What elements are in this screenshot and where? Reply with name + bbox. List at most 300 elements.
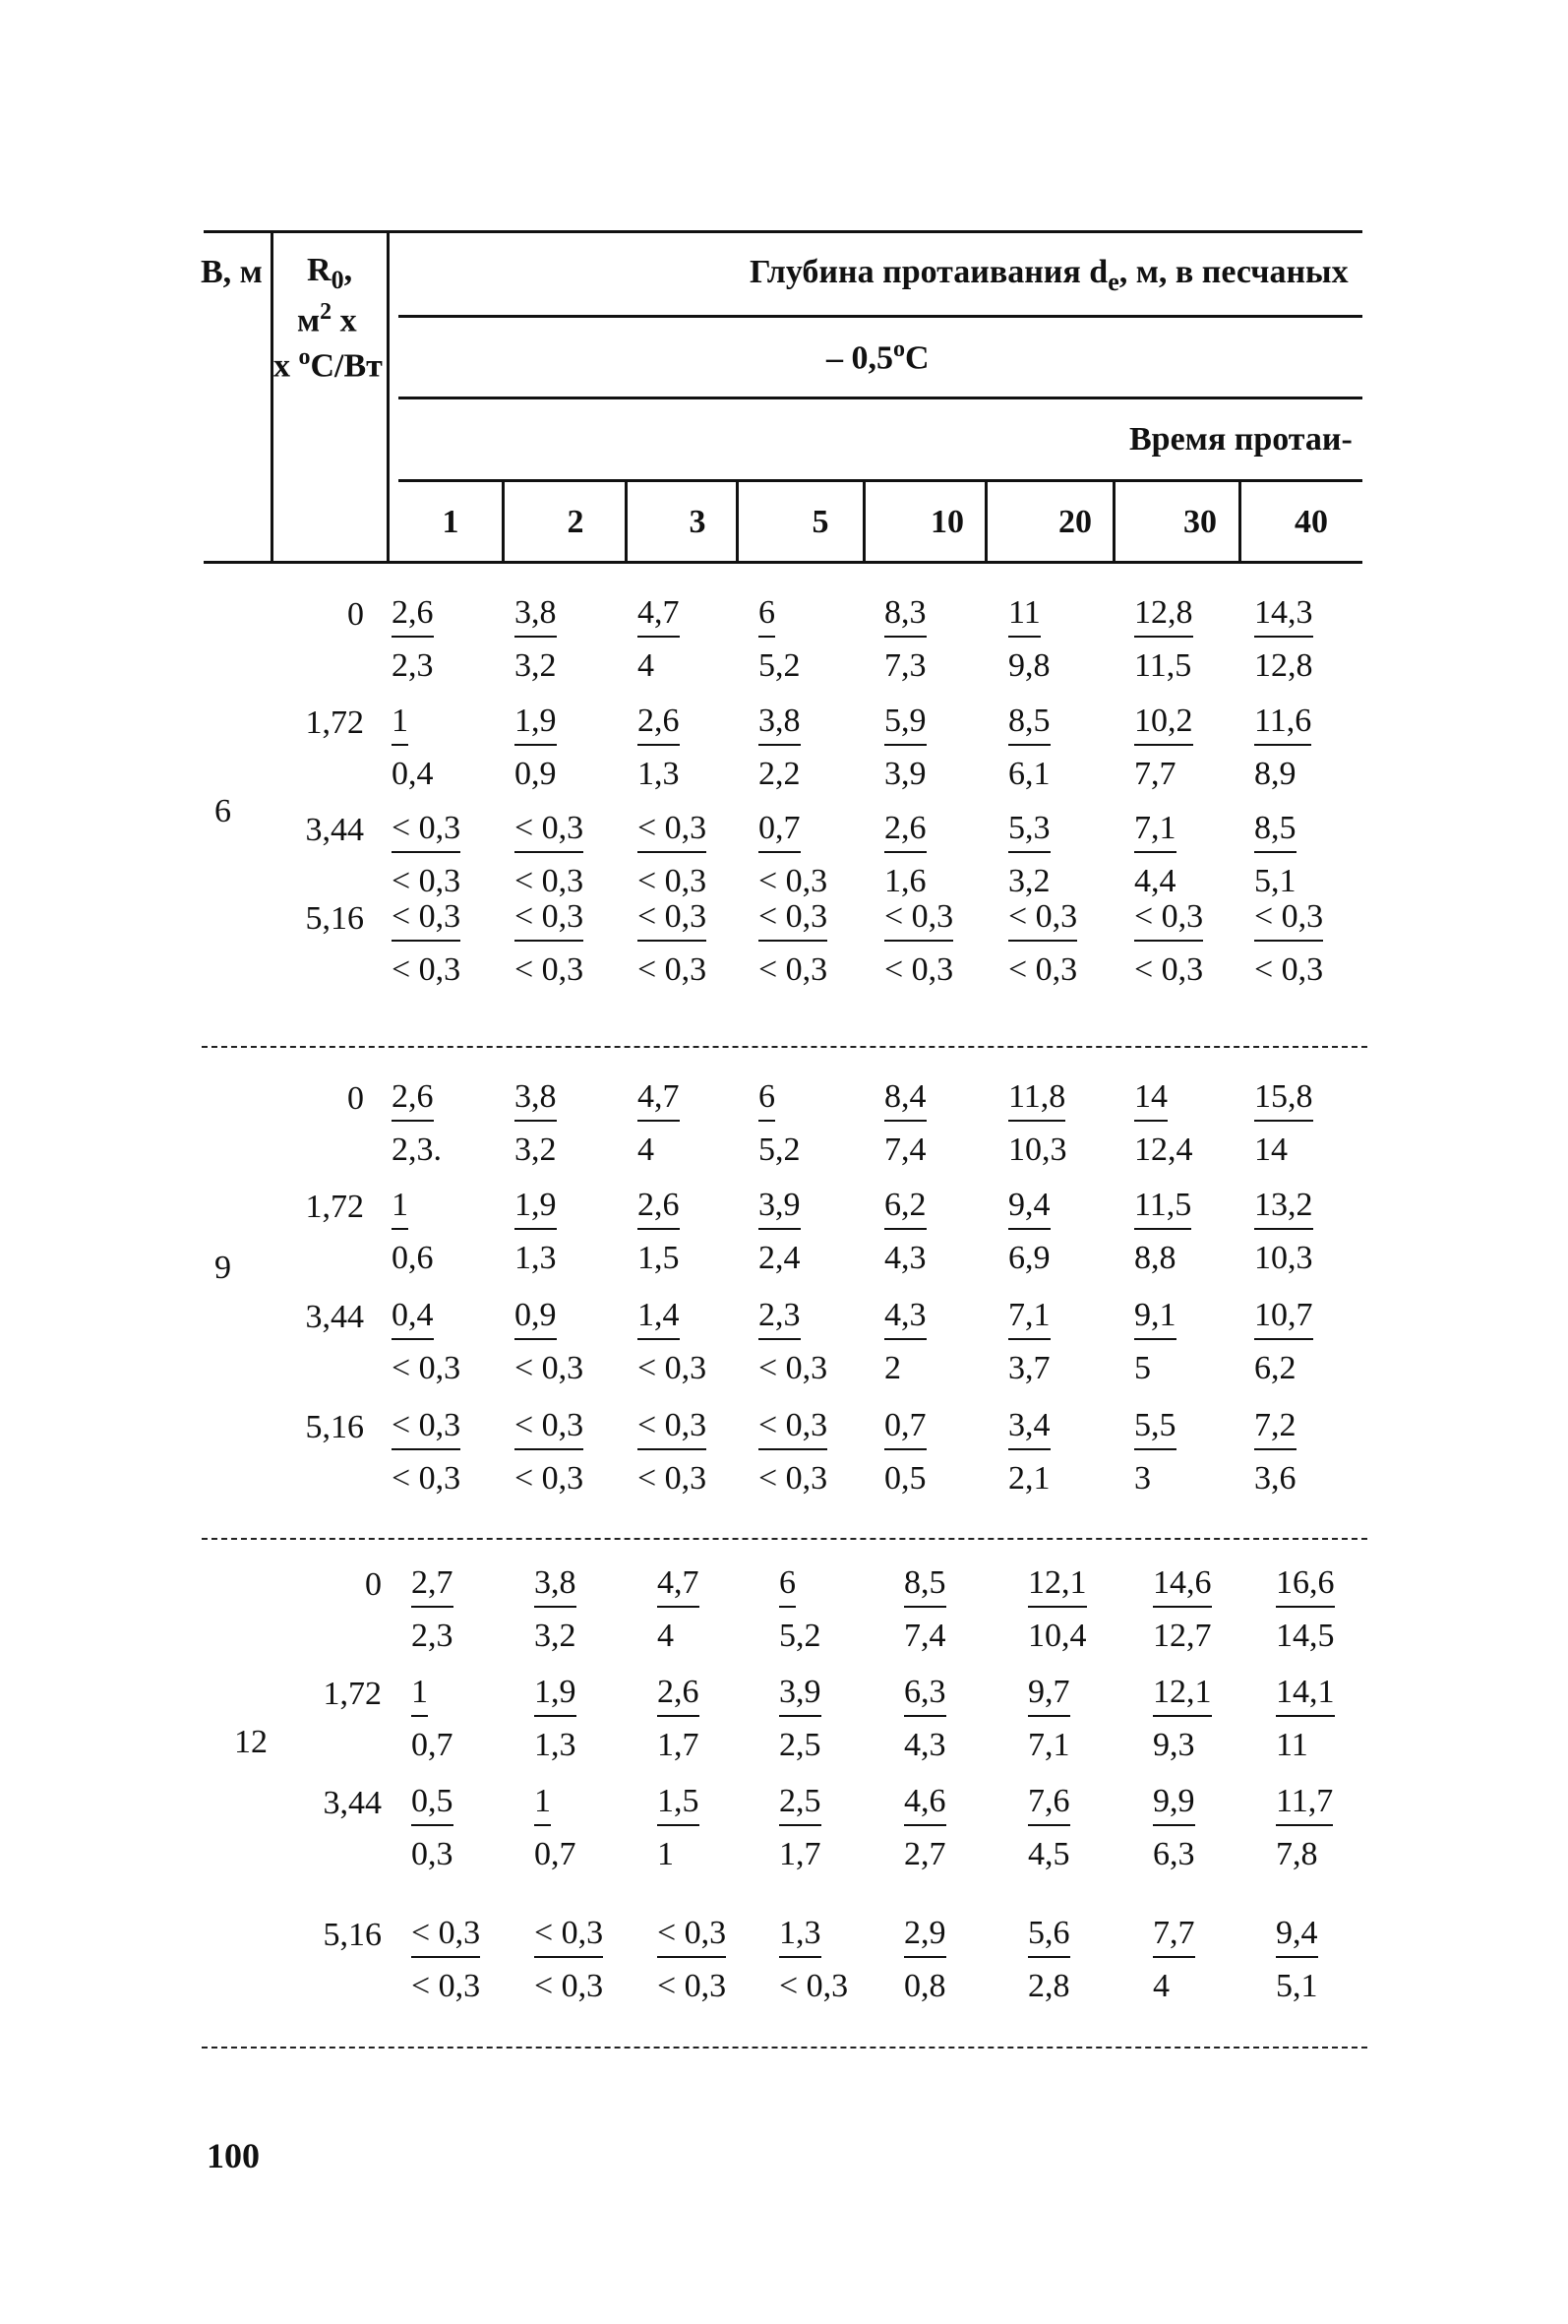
fraction-numerator: 6 bbox=[779, 1566, 796, 1608]
fraction-denominator: < 0,3 bbox=[657, 1968, 727, 2004]
fraction-cell bbox=[637, 812, 706, 898]
fraction-denominator: 4,5 bbox=[1028, 1836, 1070, 1872]
fraction-denominator: 9,8 bbox=[1008, 647, 1051, 684]
header-rule-hours bbox=[398, 479, 1362, 482]
fraction-denominator: < 0,3 bbox=[411, 1968, 481, 2004]
fraction-numerator: 3,4 bbox=[1008, 1409, 1051, 1450]
header-top-rule bbox=[204, 230, 1362, 233]
fraction-cell bbox=[1276, 1566, 1335, 1653]
resistance-value: 1,72 bbox=[305, 704, 364, 741]
fraction-denominator: 10,4 bbox=[1028, 1618, 1087, 1654]
fraction-denominator: 0,7 bbox=[411, 1727, 453, 1763]
fraction-numerator: 7,1 bbox=[1134, 812, 1176, 853]
fraction-cell bbox=[1028, 1566, 1087, 1653]
fraction-denominator: 8,9 bbox=[1254, 756, 1297, 792]
fraction-cell bbox=[514, 1409, 583, 1496]
fraction-denominator: 7,1 bbox=[1028, 1727, 1070, 1763]
fraction-denominator: 6,2 bbox=[1254, 1350, 1297, 1386]
fraction-numerator: 2,3 bbox=[758, 1299, 801, 1340]
fraction-numerator: 3,9 bbox=[779, 1676, 821, 1717]
fraction-cell bbox=[637, 900, 706, 987]
fraction-numerator: 2,6 bbox=[392, 596, 434, 638]
fraction-cell bbox=[1254, 1409, 1297, 1496]
column-header-r-line3: х $^о$С/Вт bbox=[273, 344, 383, 385]
fraction-cell bbox=[884, 900, 953, 987]
fraction-denominator: 11,5 bbox=[1134, 647, 1192, 684]
fraction-cell bbox=[758, 1189, 801, 1275]
fraction-numerator: 14,1 bbox=[1276, 1676, 1335, 1717]
fraction-numerator: < 0,3 bbox=[392, 1409, 460, 1450]
fraction-numerator: < 0,3 bbox=[637, 900, 706, 942]
fraction-cell bbox=[904, 1917, 946, 2003]
fraction-cell bbox=[1134, 704, 1193, 791]
fraction-denominator: 4 bbox=[657, 1618, 674, 1654]
fraction-cell bbox=[392, 1299, 460, 1385]
fraction-numerator: 2,9 bbox=[904, 1917, 946, 1958]
time-col-2: 2 bbox=[567, 504, 584, 540]
fraction-cell bbox=[1028, 1676, 1070, 1762]
fraction-cell bbox=[657, 1676, 699, 1762]
page-number: 100 bbox=[207, 2136, 260, 2175]
fraction-denominator: 1,6 bbox=[884, 863, 927, 899]
fraction-numerator: < 0,3 bbox=[758, 1409, 827, 1450]
fraction-cell bbox=[637, 1409, 706, 1496]
group-separator bbox=[202, 1538, 1367, 1540]
fraction-numerator: 9,9 bbox=[1153, 1785, 1195, 1826]
fraction-denominator: 0,5 bbox=[884, 1460, 927, 1497]
fraction-denominator: 14,5 bbox=[1276, 1618, 1335, 1654]
fraction-numerator: 8,5 bbox=[1008, 704, 1051, 746]
header-rule-time bbox=[398, 397, 1362, 399]
fraction-numerator: 2,6 bbox=[637, 704, 680, 746]
fraction-cell bbox=[411, 1566, 453, 1653]
fraction-numerator: 1,5 bbox=[657, 1785, 699, 1826]
fraction-numerator: < 0,3 bbox=[411, 1917, 480, 1958]
fraction-numerator: 8,5 bbox=[1254, 812, 1297, 853]
fraction-cell bbox=[657, 1917, 726, 2003]
fraction-numerator: 9,7 bbox=[1028, 1676, 1070, 1717]
fraction-cell bbox=[514, 1189, 557, 1275]
fraction-numerator: 4,7 bbox=[657, 1566, 699, 1608]
fraction-denominator: 1,3 bbox=[514, 1240, 557, 1276]
fraction-numerator: 2,6 bbox=[884, 812, 927, 853]
fraction-numerator: 4,3 bbox=[884, 1299, 927, 1340]
fraction-cell bbox=[904, 1676, 946, 1762]
fraction-numerator: < 0,3 bbox=[637, 812, 706, 853]
fraction-numerator: 7,6 bbox=[1028, 1785, 1070, 1826]
fraction-cell bbox=[657, 1785, 699, 1871]
fraction-numerator: 2,6 bbox=[392, 1080, 434, 1122]
resistance-value: 1,72 bbox=[323, 1676, 382, 1712]
fraction-numerator: 16,6 bbox=[1276, 1566, 1335, 1608]
fraction-denominator: < 0,3 bbox=[758, 1350, 828, 1386]
fraction-numerator: 5,5 bbox=[1134, 1409, 1176, 1450]
fraction-cell bbox=[758, 900, 827, 987]
fraction-numerator: 12,1 bbox=[1028, 1566, 1087, 1608]
resistance-value: 0 bbox=[347, 1080, 364, 1117]
fraction-cell bbox=[758, 1409, 827, 1496]
fraction-numerator: 2,7 bbox=[411, 1566, 453, 1608]
fraction-cell bbox=[1134, 1189, 1191, 1275]
fraction-denominator: 3,9 bbox=[884, 756, 927, 792]
fraction-numerator: 9,4 bbox=[1276, 1917, 1318, 1958]
fraction-numerator: 6,3 bbox=[904, 1676, 946, 1717]
fraction-denominator: < 0,3 bbox=[637, 1350, 707, 1386]
fraction-denominator: 4 bbox=[1153, 1968, 1170, 2004]
fraction-denominator: 8,8 bbox=[1134, 1240, 1176, 1276]
fraction-denominator: 2,7 bbox=[904, 1836, 946, 1872]
header-vrule-b bbox=[271, 230, 273, 561]
fraction-cell bbox=[884, 1080, 927, 1167]
fraction-cell bbox=[1008, 1189, 1051, 1275]
fraction-numerator: 12,1 bbox=[1153, 1676, 1212, 1717]
time-label: Время протаи- bbox=[1129, 421, 1353, 458]
group-separator bbox=[202, 2047, 1367, 2049]
fraction-numerator: < 0,3 bbox=[392, 900, 460, 942]
resistance-value: 3,44 bbox=[305, 812, 364, 848]
fraction-numerator: 11,6 bbox=[1254, 704, 1311, 746]
fraction-cell bbox=[779, 1566, 821, 1653]
fraction-denominator: 2,3 bbox=[411, 1618, 453, 1654]
fraction-denominator: 7,8 bbox=[1276, 1836, 1318, 1872]
fraction-numerator: 10,2 bbox=[1134, 704, 1193, 746]
fraction-numerator: 2,6 bbox=[637, 1189, 680, 1230]
fraction-cell bbox=[758, 812, 827, 898]
fraction-cell bbox=[779, 1785, 821, 1871]
fraction-denominator: 4,4 bbox=[1134, 863, 1176, 899]
fraction-denominator: 5,2 bbox=[758, 1131, 801, 1168]
fraction-numerator: 4,7 bbox=[637, 596, 680, 638]
fraction-denominator: < 0,3 bbox=[758, 863, 828, 899]
fraction-denominator: < 0,3 bbox=[392, 1460, 461, 1497]
fraction-cell bbox=[637, 1080, 680, 1167]
fraction-denominator: 9,3 bbox=[1153, 1727, 1195, 1763]
fraction-numerator: 5,6 bbox=[1028, 1917, 1070, 1958]
time-col-20: 20 bbox=[1058, 504, 1092, 540]
fraction-numerator: 8,4 bbox=[884, 1080, 927, 1122]
fraction-cell bbox=[637, 1189, 680, 1275]
fraction-numerator: 4,7 bbox=[637, 1080, 680, 1122]
fraction-denominator: 4,3 bbox=[904, 1727, 946, 1763]
fraction-numerator: 6,2 bbox=[884, 1189, 927, 1230]
fraction-numerator: 3,8 bbox=[758, 704, 801, 746]
fraction-denominator: 7,4 bbox=[904, 1618, 946, 1654]
fraction-denominator: 3,6 bbox=[1254, 1460, 1297, 1497]
fraction-denominator: 0,7 bbox=[534, 1836, 576, 1872]
fraction-denominator: 2,1 bbox=[1008, 1460, 1051, 1497]
fraction-denominator: < 0,3 bbox=[758, 951, 828, 988]
fraction-denominator: 6,9 bbox=[1008, 1240, 1051, 1276]
fraction-denominator: 3,2 bbox=[534, 1618, 576, 1654]
fraction-denominator: 2,3 bbox=[392, 647, 434, 684]
fraction-numerator: < 0,3 bbox=[884, 900, 953, 942]
fraction-denominator: 11 bbox=[1276, 1727, 1308, 1763]
fraction-denominator: < 0,3 bbox=[637, 951, 707, 988]
fraction-numerator: 1,3 bbox=[779, 1917, 821, 1958]
fraction-cell bbox=[884, 1299, 927, 1385]
fraction-cell bbox=[514, 704, 557, 791]
fraction-cell bbox=[411, 1676, 453, 1762]
fraction-denominator: < 0,3 bbox=[514, 951, 584, 988]
fraction-denominator: 6,1 bbox=[1008, 756, 1051, 792]
fraction-numerator: < 0,3 bbox=[392, 812, 460, 853]
fraction-numerator: 4,6 bbox=[904, 1785, 946, 1826]
fraction-cell bbox=[534, 1676, 576, 1762]
fraction-numerator: 8,5 bbox=[904, 1566, 946, 1608]
fraction-cell bbox=[392, 1080, 442, 1167]
fraction-denominator: < 0,3 bbox=[392, 1350, 461, 1386]
fraction-numerator: 5,3 bbox=[1008, 812, 1051, 853]
fraction-cell bbox=[1153, 1676, 1212, 1762]
fraction-numerator: 1 bbox=[534, 1785, 551, 1826]
fraction-numerator: 5,9 bbox=[884, 704, 927, 746]
fraction-numerator: 2,6 bbox=[657, 1676, 699, 1717]
fraction-numerator: < 0,3 bbox=[657, 1917, 726, 1958]
fraction-numerator: 9,4 bbox=[1008, 1189, 1051, 1230]
fraction-cell bbox=[534, 1566, 576, 1653]
fraction-denominator: < 0,3 bbox=[779, 1968, 849, 2004]
fraction-cell bbox=[534, 1917, 603, 2003]
fraction-denominator: 7,3 bbox=[884, 647, 927, 684]
fraction-denominator: 1,3 bbox=[534, 1727, 576, 1763]
column-header-r-line1: $R_0$, bbox=[307, 252, 353, 294]
fraction-cell bbox=[1134, 1299, 1176, 1385]
fraction-cell bbox=[637, 704, 680, 791]
fraction-denominator: 3,7 bbox=[1008, 1350, 1051, 1386]
time-col-1: 1 bbox=[442, 504, 459, 540]
fraction-cell bbox=[1276, 1785, 1333, 1871]
resistance-value: 3,44 bbox=[305, 1299, 364, 1335]
fraction-cell bbox=[411, 1785, 453, 1871]
fraction-cell bbox=[779, 1917, 848, 2003]
fraction-denominator: 7,4 bbox=[884, 1131, 927, 1168]
fraction-numerator: 15,8 bbox=[1254, 1080, 1313, 1122]
fraction-cell bbox=[1254, 1189, 1313, 1275]
group-width-label: 9 bbox=[214, 1250, 231, 1286]
fraction-denominator: 14 bbox=[1254, 1131, 1288, 1168]
fraction-cell bbox=[1134, 596, 1193, 683]
column-header-r-line2: $м^2$ х bbox=[297, 299, 357, 339]
fraction-denominator: 10,3 bbox=[1008, 1131, 1067, 1168]
fraction-numerator: 10,7 bbox=[1254, 1299, 1313, 1340]
fraction-numerator: 7,1 bbox=[1008, 1299, 1051, 1340]
fraction-numerator: 6 bbox=[758, 1080, 775, 1122]
group-separator bbox=[202, 1046, 1367, 1048]
fraction-cell bbox=[392, 900, 460, 987]
fraction-denominator: 5,2 bbox=[779, 1618, 821, 1654]
fraction-denominator: < 0,3 bbox=[758, 1460, 828, 1497]
fraction-numerator: < 0,3 bbox=[1254, 900, 1323, 942]
fraction-denominator: 7,7 bbox=[1134, 756, 1176, 792]
fraction-numerator: 14 bbox=[1134, 1080, 1168, 1122]
fraction-cell bbox=[758, 704, 801, 791]
fraction-cell bbox=[411, 1917, 480, 2003]
fraction-cell bbox=[392, 1409, 460, 1496]
fraction-cell bbox=[1254, 704, 1311, 791]
fraction-denominator: 3,2 bbox=[514, 1131, 557, 1168]
fraction-cell bbox=[392, 1189, 434, 1275]
fraction-numerator: 9,1 bbox=[1134, 1299, 1176, 1340]
fraction-denominator: 1,7 bbox=[779, 1836, 821, 1872]
fraction-denominator: 1,5 bbox=[637, 1240, 680, 1276]
header-rule-temp bbox=[398, 315, 1362, 318]
fraction-numerator: 2,5 bbox=[779, 1785, 821, 1826]
fraction-numerator: 3,8 bbox=[534, 1566, 576, 1608]
time-col-5: 5 bbox=[812, 504, 829, 540]
fraction-denominator: < 0,3 bbox=[392, 863, 461, 899]
fraction-denominator: 2 bbox=[884, 1350, 901, 1386]
fraction-cell bbox=[637, 596, 680, 683]
fraction-numerator: 3,8 bbox=[514, 596, 557, 638]
fraction-cell bbox=[1008, 812, 1051, 898]
fraction-denominator: 5,2 bbox=[758, 647, 801, 684]
fraction-numerator: < 0,3 bbox=[1134, 900, 1203, 942]
fraction-numerator: < 0,3 bbox=[514, 1409, 583, 1450]
fraction-denominator: 3,2 bbox=[1008, 863, 1051, 899]
fraction-cell bbox=[758, 1080, 801, 1167]
fraction-cell bbox=[1008, 1409, 1051, 1496]
fraction-cell bbox=[1008, 1299, 1051, 1385]
time-col-30: 30 bbox=[1183, 504, 1217, 540]
column-header-b: B, м bbox=[201, 254, 263, 290]
time-col-10: 10 bbox=[931, 504, 964, 540]
fraction-denominator: 0,4 bbox=[392, 756, 434, 792]
fraction-cell bbox=[514, 596, 557, 683]
temperature-label: – $0,5^оС$ bbox=[826, 336, 930, 377]
fraction-denominator: 0,3 bbox=[411, 1836, 453, 1872]
group-width-label: 12 bbox=[234, 1724, 268, 1760]
fraction-denominator: < 0,3 bbox=[637, 1460, 707, 1497]
fraction-numerator: 1,9 bbox=[514, 1189, 557, 1230]
fraction-denominator: 12,4 bbox=[1134, 1131, 1193, 1168]
resistance-value: 3,44 bbox=[323, 1785, 382, 1821]
fraction-numerator: 8,3 bbox=[884, 596, 927, 638]
fraction-denominator: 4 bbox=[637, 647, 654, 684]
fraction-numerator: 0,7 bbox=[884, 1409, 927, 1450]
fraction-numerator: 11,5 bbox=[1134, 1189, 1191, 1230]
fraction-cell bbox=[657, 1566, 699, 1653]
fraction-denominator: 1,7 bbox=[657, 1727, 699, 1763]
fraction-denominator: < 0,3 bbox=[514, 1350, 584, 1386]
fraction-numerator: 3,9 bbox=[758, 1189, 801, 1230]
fraction-cell bbox=[884, 1409, 927, 1496]
fraction-cell bbox=[779, 1676, 821, 1762]
fraction-denominator: < 0,3 bbox=[514, 863, 584, 899]
fraction-denominator: 5 bbox=[1134, 1350, 1151, 1386]
fraction-cell bbox=[1153, 1917, 1195, 2003]
fraction-cell bbox=[884, 812, 927, 898]
fraction-denominator: < 0,3 bbox=[1254, 951, 1324, 988]
fraction-denominator: 2,4 bbox=[758, 1240, 801, 1276]
fraction-numerator: 12,8 bbox=[1134, 596, 1193, 638]
fraction-cell bbox=[1153, 1785, 1195, 1871]
fraction-cell bbox=[637, 1299, 706, 1385]
fraction-cell bbox=[1254, 596, 1313, 683]
fraction-numerator: 1 bbox=[392, 704, 408, 746]
fraction-denominator: 2,8 bbox=[1028, 1968, 1070, 2004]
fraction-numerator: 7,2 bbox=[1254, 1409, 1297, 1450]
fraction-numerator: 11,8 bbox=[1008, 1080, 1065, 1122]
fraction-denominator: < 0,3 bbox=[637, 863, 707, 899]
fraction-denominator: 12,7 bbox=[1153, 1618, 1212, 1654]
fraction-cell bbox=[392, 704, 434, 791]
fraction-numerator: < 0,3 bbox=[514, 900, 583, 942]
fraction-numerator: 1 bbox=[392, 1189, 408, 1230]
fraction-cell bbox=[1276, 1917, 1318, 2003]
fraction-numerator: 0,4 bbox=[392, 1299, 434, 1340]
resistance-value: 5,16 bbox=[305, 900, 364, 937]
fraction-cell bbox=[1008, 900, 1077, 987]
fraction-denominator: 2,5 bbox=[779, 1727, 821, 1763]
fraction-numerator: 6 bbox=[758, 596, 775, 638]
fraction-numerator: 1,9 bbox=[534, 1676, 576, 1717]
fraction-cell bbox=[1276, 1676, 1335, 1762]
fraction-cell bbox=[884, 596, 927, 683]
fraction-cell bbox=[1254, 812, 1297, 898]
fraction-numerator: < 0,3 bbox=[637, 1409, 706, 1450]
fraction-cell bbox=[904, 1566, 946, 1653]
fraction-denominator: < 0,3 bbox=[534, 1968, 604, 2004]
fraction-cell bbox=[758, 596, 801, 683]
fraction-numerator: 0,5 bbox=[411, 1785, 453, 1826]
fraction-cell bbox=[1028, 1785, 1070, 1871]
fraction-cell bbox=[1254, 1299, 1313, 1385]
group-width-label: 6 bbox=[214, 793, 231, 829]
fraction-cell bbox=[514, 900, 583, 987]
resistance-value: 1,72 bbox=[305, 1189, 364, 1225]
fraction-denominator: 0,9 bbox=[514, 756, 557, 792]
fraction-denominator: < 0,3 bbox=[1008, 951, 1078, 988]
fraction-numerator: 3,8 bbox=[514, 1080, 557, 1122]
fraction-denominator: 5,1 bbox=[1254, 863, 1297, 899]
fraction-numerator: 14,6 bbox=[1153, 1566, 1212, 1608]
fraction-denominator: 4,3 bbox=[884, 1240, 927, 1276]
fraction-cell bbox=[1008, 596, 1051, 683]
fraction-cell bbox=[1134, 900, 1203, 987]
fraction-cell bbox=[514, 1080, 557, 1167]
fraction-cell bbox=[392, 812, 460, 898]
fraction-denominator: 0,8 bbox=[904, 1968, 946, 2004]
fraction-cell bbox=[904, 1785, 946, 1871]
fraction-cell bbox=[514, 1299, 583, 1385]
resistance-value: 0 bbox=[347, 596, 364, 633]
fraction-numerator: 1,4 bbox=[637, 1299, 680, 1340]
header-vrule-r bbox=[387, 230, 390, 561]
fraction-cell bbox=[1134, 1080, 1193, 1167]
time-col-3: 3 bbox=[689, 504, 706, 540]
resistance-value: 5,16 bbox=[323, 1917, 382, 1953]
fraction-numerator: 11 bbox=[1008, 596, 1041, 638]
fraction-cell bbox=[1008, 704, 1051, 791]
fraction-denominator: < 0,3 bbox=[392, 951, 461, 988]
fraction-cell bbox=[1028, 1917, 1070, 2003]
fraction-denominator: 12,8 bbox=[1254, 647, 1313, 684]
table-title: Глубина протаивания $d_е$, м, в песчаных bbox=[750, 254, 1349, 296]
fraction-denominator: < 0,3 bbox=[884, 951, 954, 988]
fraction-cell bbox=[392, 596, 434, 683]
fraction-cell bbox=[1254, 900, 1323, 987]
fraction-cell bbox=[884, 1189, 927, 1275]
fraction-cell bbox=[1254, 1080, 1313, 1167]
fraction-denominator: 1,3 bbox=[637, 756, 680, 792]
fraction-cell bbox=[1134, 1409, 1176, 1496]
fraction-numerator: < 0,3 bbox=[514, 812, 583, 853]
resistance-value: 5,16 bbox=[305, 1409, 364, 1445]
fraction-numerator: 1 bbox=[411, 1676, 428, 1717]
fraction-numerator: < 0,3 bbox=[758, 900, 827, 942]
fraction-denominator: 2,2 bbox=[758, 756, 801, 792]
fraction-denominator: 3 bbox=[1134, 1460, 1151, 1497]
